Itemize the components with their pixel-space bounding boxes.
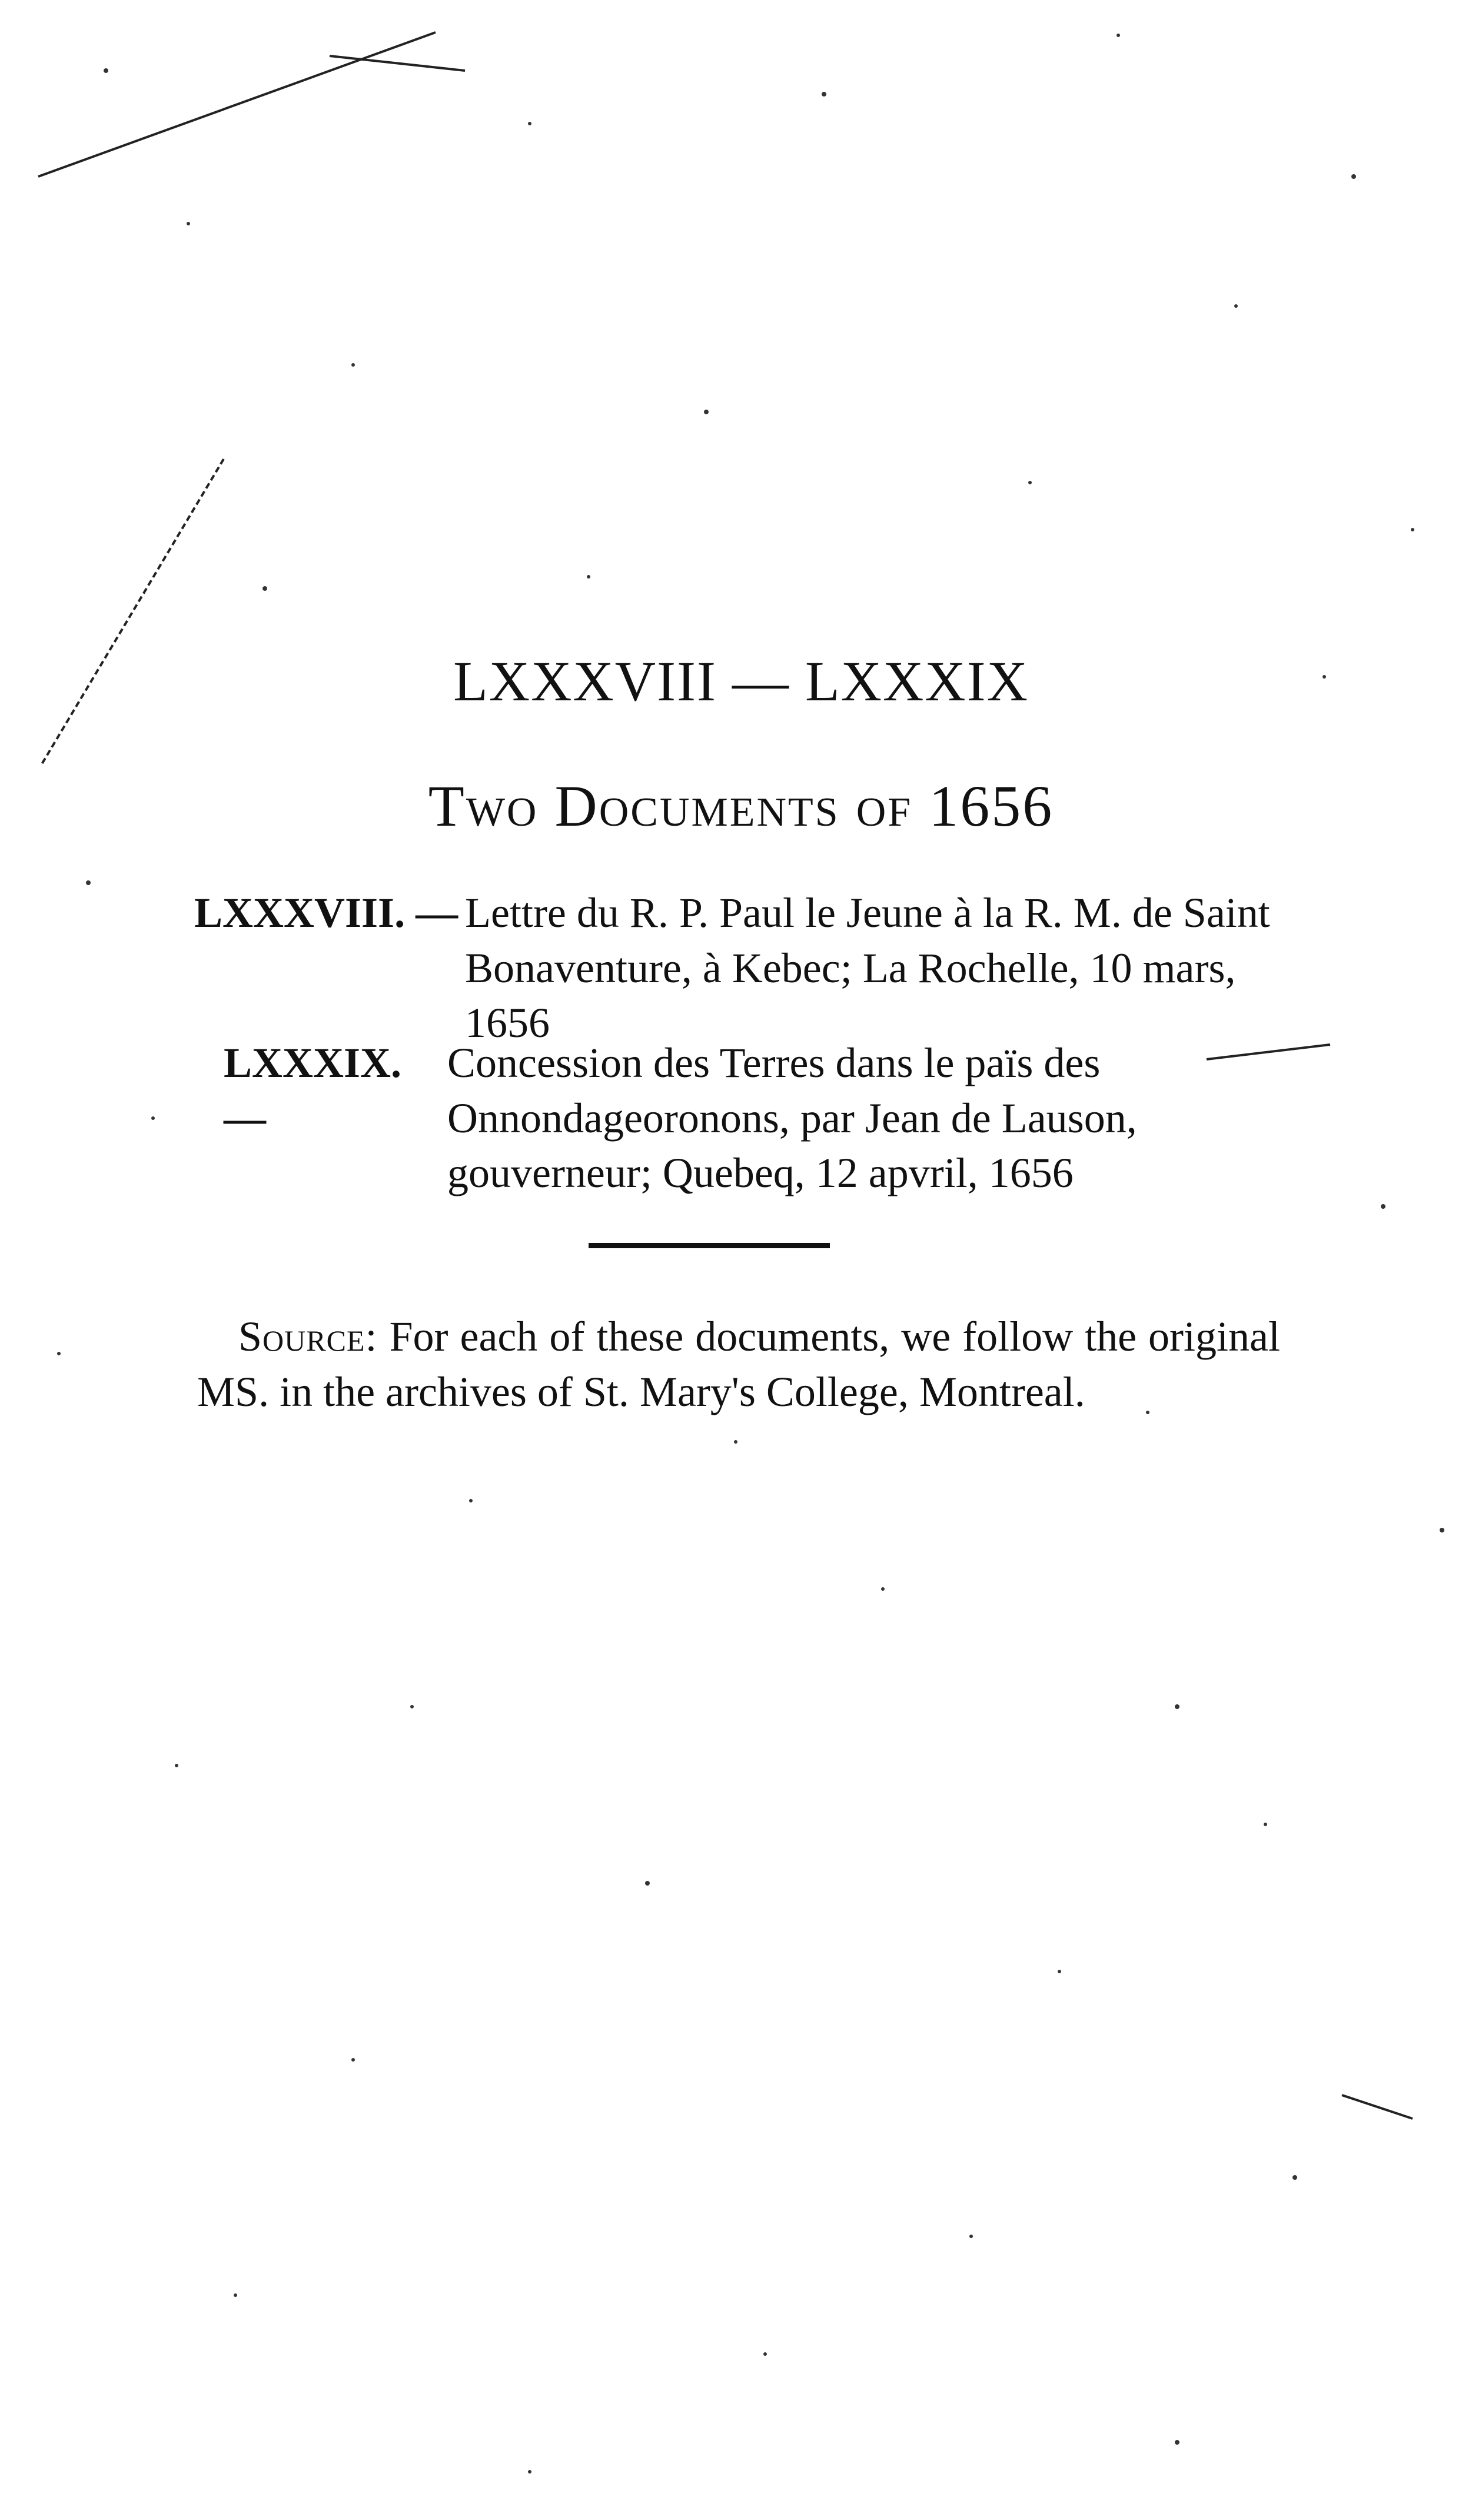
document-entry — [224, 1036, 1312, 1201]
source-text: For each of these documents, we follow the original MS. in the archives of St. Mary's College, Montreal. — [197, 1313, 1281, 1415]
page-heading: LXXXVIII — LXXXIX — [453, 650, 1029, 713]
source-note — [197, 1309, 1280, 1419]
document-entry — [194, 886, 1312, 1051]
document-number: LXXXVIII. — — [194, 889, 458, 936]
document-description: Lettre du R. P. Paul le Jeune à la R. M. de Saint Bonaventure, à Kebec; La Rochelle, 10 mars, 1656 — [465, 889, 1270, 1047]
document-number: LXXXIX. — — [224, 1039, 402, 1142]
section-divider — [589, 1243, 830, 1248]
source-label: Source: — [238, 1313, 378, 1360]
page-subheading: Two Documents of 1656 — [428, 773, 1054, 839]
document-description: Concession des Terres dans le païs des Onnondageoronons, par Jean de Lauson, gouverneur; Quebeq, 12 apvril, 1656 — [447, 1039, 1137, 1197]
